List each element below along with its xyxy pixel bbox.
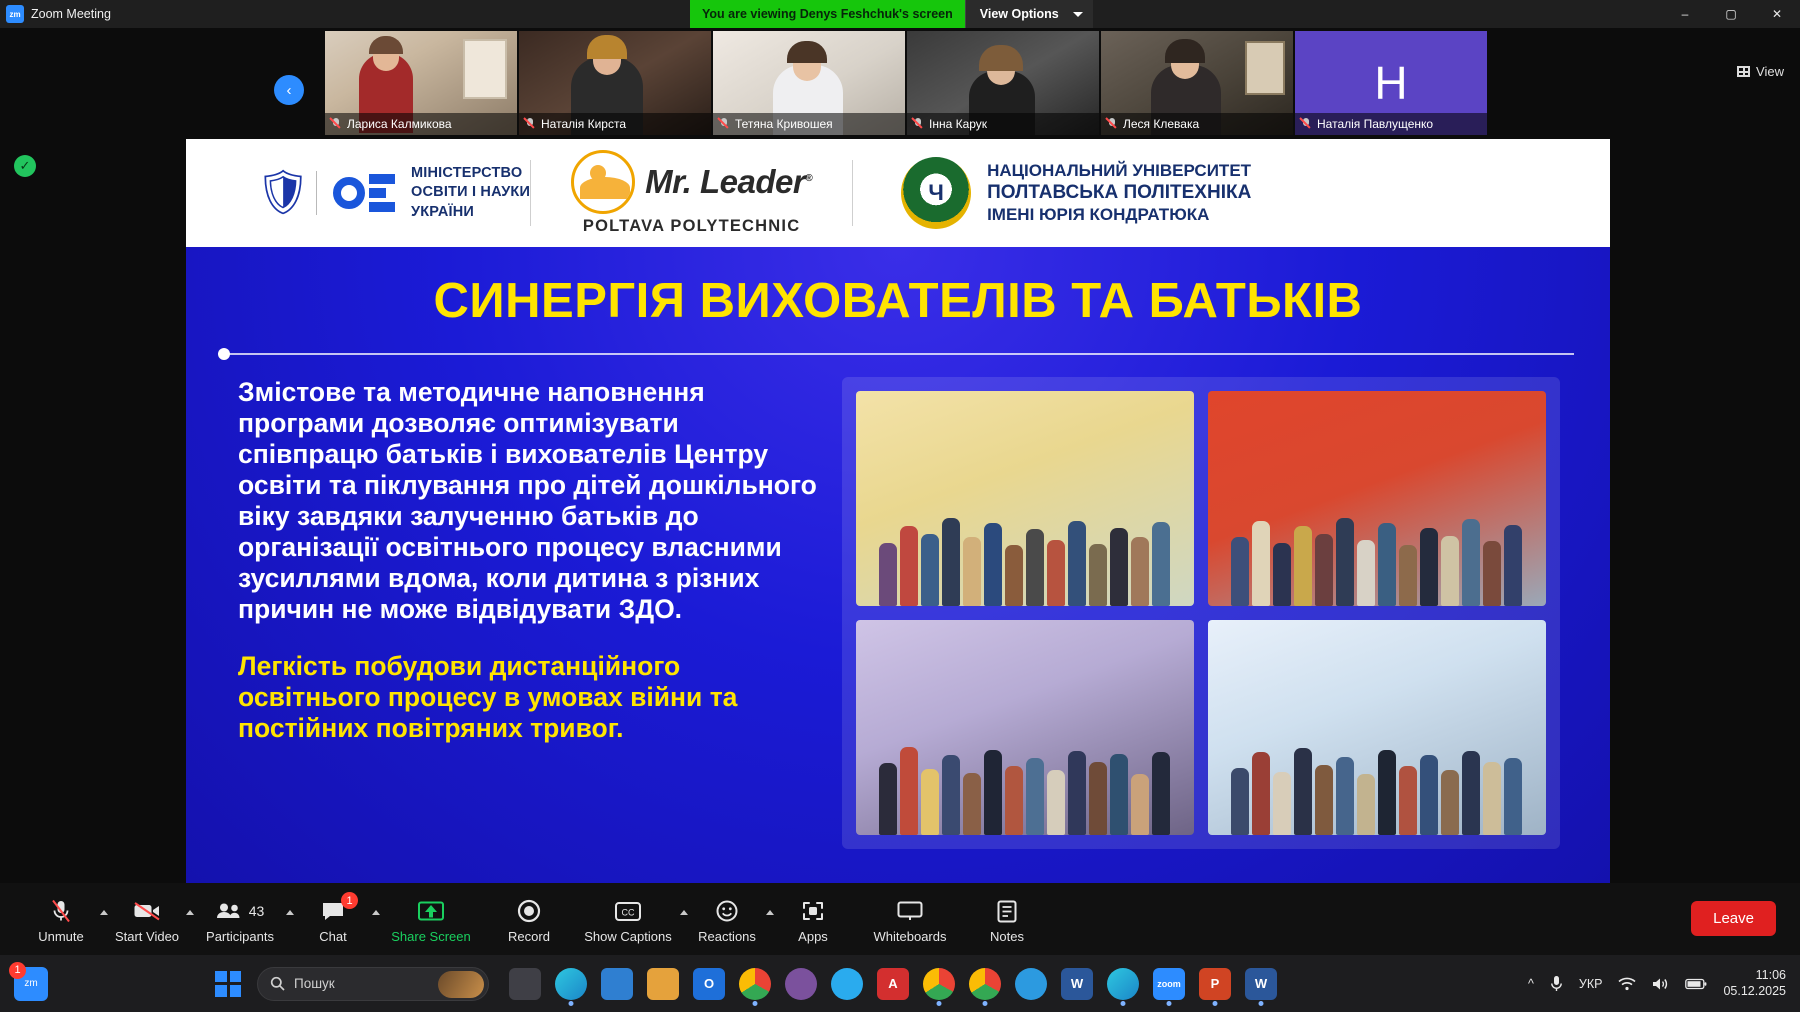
- participant-tile[interactable]: [907, 31, 1099, 135]
- participant-name: Наталія Кирста: [541, 117, 627, 131]
- participant-tile[interactable]: [519, 31, 711, 135]
- start-button[interactable]: [215, 971, 241, 997]
- slide-photo: [856, 391, 1194, 606]
- search-input[interactable]: [257, 967, 489, 1001]
- university-logo: [853, 157, 1251, 229]
- apps-icon: [801, 898, 825, 924]
- participants-button[interactable]: [190, 894, 290, 944]
- participant-name-bar: [1295, 113, 1487, 135]
- chrome-browser-icon-3[interactable]: [969, 968, 1001, 1000]
- notification-badge: 1: [9, 962, 26, 979]
- clock[interactable]: [1723, 968, 1786, 999]
- taskbar-left-zone: [0, 964, 215, 1001]
- view-layout-button[interactable]: [1737, 64, 1784, 79]
- participants-filmstrip: [0, 28, 1800, 138]
- show-captions-button[interactable]: [572, 894, 684, 944]
- participant-tile[interactable]: [1295, 31, 1487, 135]
- skype-icon[interactable]: [1015, 968, 1047, 1000]
- slide-body: [186, 247, 1610, 893]
- zoom-logo-icon: zm: [6, 5, 24, 23]
- microphone-muted-icon: [719, 117, 730, 131]
- mrleader-badge-icon: [571, 150, 635, 214]
- toolbar-label: Start Video: [114, 929, 180, 944]
- notes-icon: [997, 898, 1017, 924]
- outlook-icon[interactable]: O: [693, 968, 725, 1000]
- slide-photo: [856, 620, 1194, 835]
- clock-date: 05.12.2025: [1723, 983, 1786, 998]
- notes-button[interactable]: [964, 894, 1050, 944]
- microphone-muted-icon: [913, 117, 924, 131]
- maximize-button[interactable]: ▢: [1725, 7, 1737, 21]
- participant-name: Лариса Калмикова: [347, 117, 452, 131]
- tryzub-icon: 🛡: [255, 168, 311, 217]
- edge-browser-icon-2[interactable]: [1107, 968, 1139, 1000]
- telegram-icon[interactable]: [831, 968, 863, 1000]
- viber-icon[interactable]: [785, 968, 817, 1000]
- close-button[interactable]: ✕: [1771, 7, 1783, 21]
- shared-screen-content[interactable]: [186, 139, 1610, 893]
- whiteboard-icon: [897, 898, 923, 924]
- toolbar-label: Unmute: [38, 929, 84, 944]
- battery-icon[interactable]: [1685, 978, 1707, 990]
- participant-tile[interactable]: [1101, 31, 1293, 135]
- start-video-button[interactable]: [104, 894, 190, 944]
- slide-paragraph-highlight: Легкість побудови дистанційного освітнього процесу в умовах війни та постійних повітряних тривог.: [238, 651, 738, 743]
- edge-browser-icon[interactable]: [555, 968, 587, 1000]
- university-seal-icon: [901, 157, 971, 229]
- tray-expand-icon[interactable]: ^: [1528, 976, 1534, 991]
- filmstrip-prev-button[interactable]: ‹: [274, 75, 304, 105]
- unmute-button[interactable]: [18, 894, 104, 944]
- participant-tile[interactable]: [713, 31, 905, 135]
- participant-name-bar: [713, 113, 905, 135]
- ministry-name: МІНІСТЕРСТВО ОСВІТИ І НАУКИ УКРАЇНИ: [411, 165, 531, 220]
- microphone-muted-icon: [525, 117, 536, 131]
- avatar: Н: [1295, 31, 1487, 135]
- minimize-button[interactable]: –: [1681, 7, 1689, 21]
- grid-view-icon: [1737, 66, 1750, 77]
- participant-name: Леся Клевака: [1123, 117, 1200, 131]
- participant-name-bar: [907, 113, 1099, 135]
- powerpoint-icon[interactable]: P: [1199, 968, 1231, 1000]
- chat-button[interactable]: [290, 894, 376, 944]
- adobe-acrobat-icon[interactable]: A: [877, 968, 909, 1000]
- slide-columns: [212, 355, 1584, 849]
- reactions-button[interactable]: [684, 894, 770, 944]
- microphone-muted-icon: [1301, 117, 1312, 131]
- toolbar-items: [0, 894, 1050, 944]
- slide-photo: [1208, 620, 1546, 835]
- taskbar-apps: [509, 968, 1277, 1000]
- windows-taskbar: [0, 955, 1800, 1012]
- participant-name-bar: [325, 113, 517, 135]
- language-indicator[interactable]: УКР: [1578, 976, 1603, 991]
- speaker-icon[interactable]: [1652, 977, 1669, 991]
- participant-tile[interactable]: [325, 31, 517, 135]
- toolbar-label: Share Screen: [391, 929, 471, 944]
- zoom-app-icon[interactable]: zoom: [1153, 968, 1185, 1000]
- window-title-bar: [0, 0, 1800, 28]
- toolbar-label: Notes: [990, 929, 1024, 944]
- record-button[interactable]: [486, 894, 572, 944]
- search-thumbnail: [438, 971, 484, 998]
- slide-title: СИНЕРГІЯ ВИХОВАТЕЛІВ ТА БАТЬКІВ: [433, 274, 1363, 328]
- mrleader-subtitle: POLTAVA POLYTECHNIC: [582, 217, 801, 235]
- slide-photo: [1208, 391, 1546, 606]
- toolbar-label: Participants: [206, 929, 274, 944]
- registered-mark: ®: [805, 173, 813, 184]
- toolbar-label: Chat: [319, 929, 347, 944]
- microsoft-store-icon[interactable]: [601, 968, 633, 1000]
- apps-button[interactable]: [770, 894, 856, 944]
- window-controls: [1662, 0, 1800, 28]
- thumbnail-list: [325, 31, 1487, 135]
- system-tray: [1528, 968, 1786, 999]
- share-screen-button[interactable]: [376, 894, 486, 944]
- search-placeholder: Пошук: [294, 976, 335, 991]
- mrleader-name: Mr. Leader®: [645, 163, 813, 200]
- divider: [316, 171, 317, 215]
- record-icon: [517, 898, 541, 924]
- chevron-down-icon: [1073, 12, 1083, 17]
- view-options-label: View Options: [979, 7, 1059, 21]
- toolbar-label: Whiteboards: [873, 929, 947, 944]
- toolbar-label: Record: [508, 929, 550, 944]
- toolbar-label: Show Captions: [584, 929, 672, 944]
- chat-unread-badge: 1: [341, 892, 358, 909]
- microphone-icon[interactable]: [1550, 975, 1563, 992]
- participants-icon: [216, 898, 265, 924]
- toolbar-label: Reactions: [698, 929, 756, 944]
- file-explorer-icon[interactable]: [647, 968, 679, 1000]
- mrleader-logo: [531, 150, 852, 236]
- word-icon[interactable]: W: [1061, 968, 1093, 1000]
- zoom-meeting-toolbar: [0, 883, 1800, 955]
- slide-text-column: [238, 377, 820, 849]
- whiteboards-button[interactable]: [856, 894, 964, 944]
- zoom-taskbar-icon[interactable]: 1 zm: [14, 967, 48, 1001]
- slide-logo-bar: [186, 139, 1610, 247]
- ministry-logo: [186, 164, 530, 221]
- reactions-icon: [715, 898, 739, 924]
- slide-paragraph-primary: Змістове та методичне наповнення програми дозволяє оптимізувати співпрацю батьків і вихователів Центру освіти та піклування про дітей дошкільного віку завдяки залученню батьків до організації освітнього процесу власними зусиллями вдома, коли дитина з різних причин не може відвідувати ЗДО.: [238, 377, 817, 624]
- participant-name: Наталія Павлущенко: [1317, 117, 1434, 131]
- university-name: НАЦІОНАЛЬНИЙ УНІВЕРСИТЕТ ПОЛТАВСЬКА ПОЛІТЕХНІКА ІМЕНІ ЮРІЯ КОНДРАТЮКА: [987, 160, 1252, 224]
- participants-count: 43: [248, 903, 265, 919]
- closed-captions-icon: [615, 898, 641, 924]
- view-button-label: View: [1756, 64, 1784, 79]
- share-screen-icon: [418, 898, 444, 924]
- microphone-muted-icon: [50, 898, 72, 924]
- mon-symbol-icon: [333, 174, 395, 212]
- video-off-icon: [133, 898, 161, 924]
- chrome-browser-icon[interactable]: [739, 968, 771, 1000]
- screen-share-banner: [690, 0, 1093, 28]
- share-status-text: You are viewing Denys Feshchuk's screen: [690, 0, 965, 28]
- participant-name-bar: [519, 113, 711, 135]
- clock-time: 11:06: [1755, 967, 1786, 982]
- participant-name: Тетяна Кривошея: [735, 117, 833, 131]
- window-title: Zoom Meeting: [31, 7, 111, 21]
- participant-name: Інна Карук: [929, 117, 988, 131]
- participant-name-bar: [1101, 113, 1293, 135]
- wifi-icon[interactable]: [1618, 977, 1636, 991]
- svg-text:CC: CC: [621, 907, 635, 917]
- slide-photo-grid: [842, 377, 1560, 849]
- microphone-muted-icon: [1107, 117, 1118, 131]
- view-options-button[interactable]: [965, 0, 1093, 28]
- search-icon: [270, 976, 285, 991]
- task-view-icon[interactable]: [509, 968, 541, 1000]
- slide-divider: [222, 353, 1574, 355]
- leave-meeting-button[interactable]: Leave: [1691, 901, 1776, 936]
- chrome-browser-icon-2[interactable]: [923, 968, 955, 1000]
- encryption-shield-icon[interactable]: ✓: [14, 155, 36, 177]
- toolbar-label: Apps: [798, 929, 828, 944]
- word-icon-2[interactable]: W: [1245, 968, 1277, 1000]
- microphone-muted-icon: [331, 117, 342, 131]
